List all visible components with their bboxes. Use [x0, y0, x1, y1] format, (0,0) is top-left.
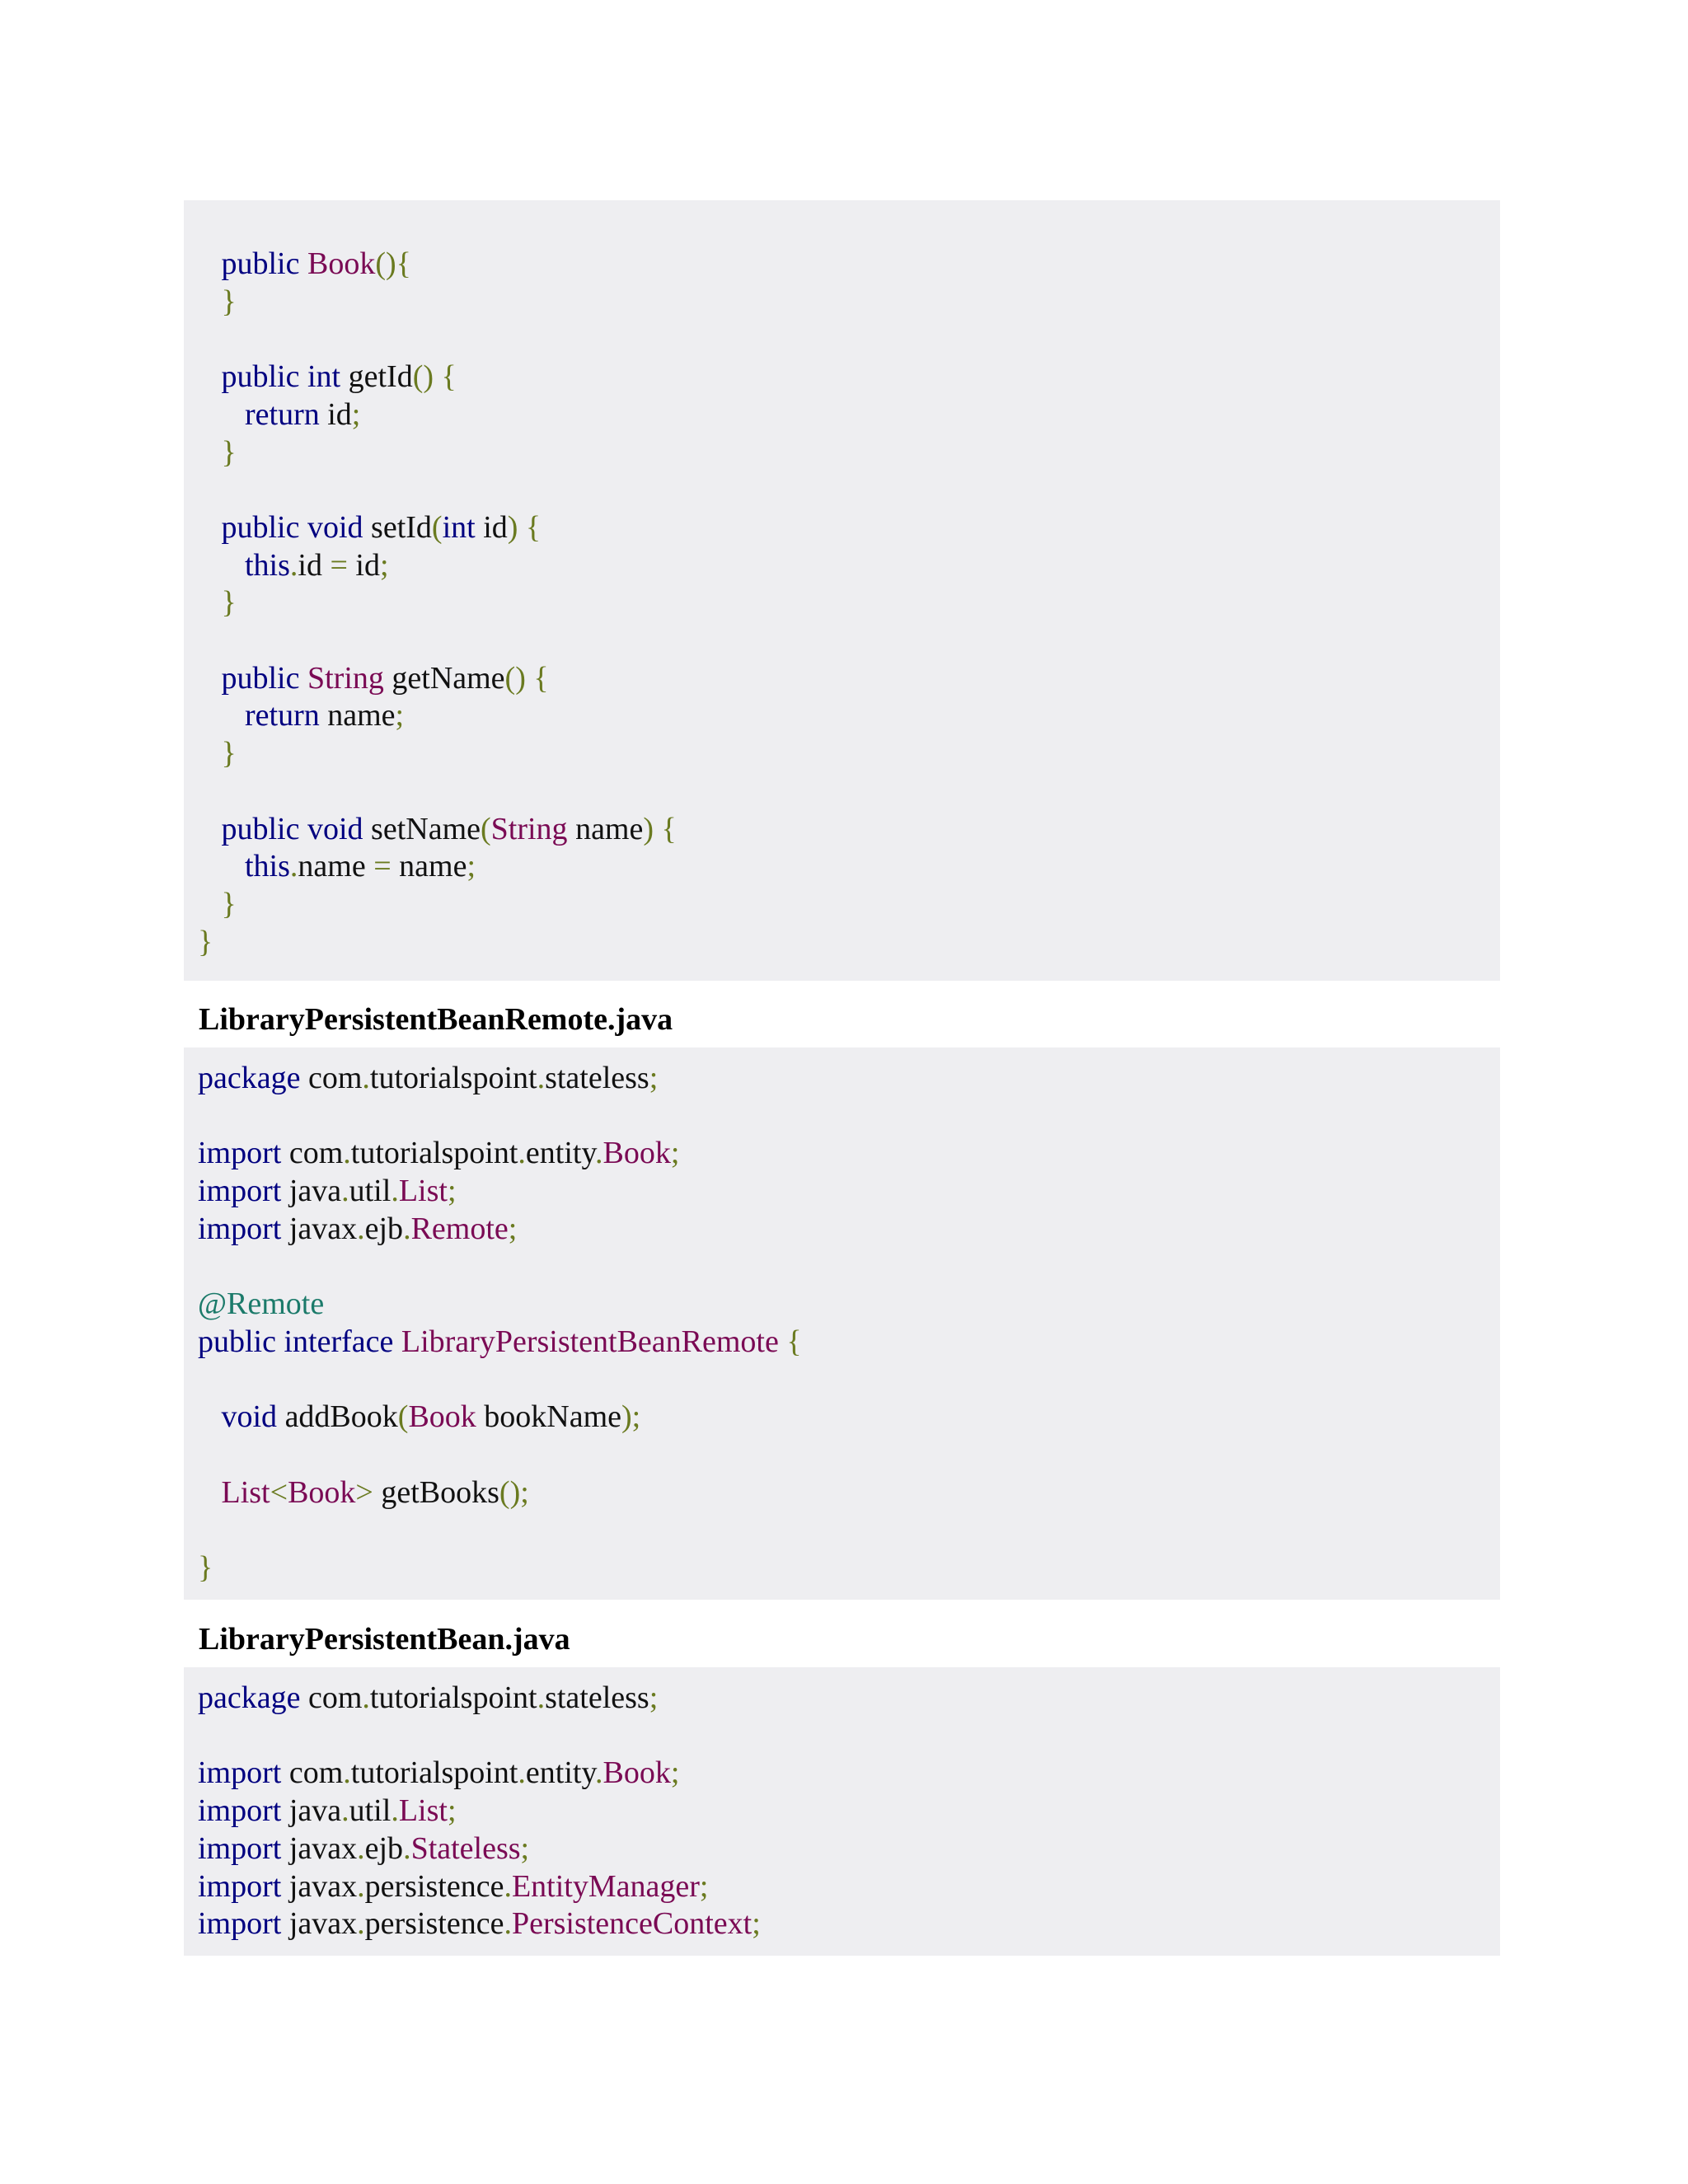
code-token: {	[778, 1324, 802, 1359]
code-token: Stateless	[410, 1830, 521, 1866]
code-token: .	[403, 1211, 411, 1246]
code-token: public	[221, 509, 300, 545]
code-token: javax	[281, 1830, 358, 1866]
code-token: entity	[525, 1136, 595, 1171]
code-line	[198, 1905, 761, 1943]
code-token: import	[198, 1793, 282, 1829]
code-token: com	[281, 1136, 344, 1171]
code-token: ();	[499, 1474, 529, 1510]
code-token: ;	[752, 1906, 761, 1942]
code-line	[198, 1398, 640, 1436]
code-token: this	[245, 547, 290, 583]
code-line	[198, 1172, 457, 1210]
code-token: ;	[447, 1174, 457, 1209]
code-token: @Remote	[198, 1286, 325, 1322]
code-token: util	[349, 1174, 392, 1209]
code-token: ;	[351, 396, 361, 432]
code-token: tutorialspoint	[350, 1136, 518, 1171]
code-token	[299, 246, 307, 281]
code-token: .	[362, 1680, 370, 1715]
code-token: >	[355, 1474, 373, 1510]
code-line	[198, 1474, 529, 1511]
code-token: public	[198, 1324, 276, 1359]
code-token: void	[221, 1399, 278, 1435]
code-token: stateless	[545, 1061, 649, 1095]
code-token: EntityManager	[511, 1868, 700, 1904]
code-token: }	[221, 886, 237, 921]
code-token: public	[221, 246, 300, 281]
code-token: Book	[307, 246, 376, 281]
code-token: .	[537, 1061, 546, 1095]
code-line	[198, 509, 541, 546]
code-token: }	[221, 585, 237, 621]
code-token: name	[319, 698, 396, 733]
code-token: import	[198, 1755, 282, 1791]
code-token: tutorialspoint	[369, 1680, 537, 1715]
code-token: Book	[603, 1136, 671, 1171]
code-token: (){	[375, 246, 411, 281]
code-token: getId	[340, 359, 413, 395]
code-line	[198, 885, 237, 923]
code-token: ;	[649, 1061, 659, 1095]
code-token: bookName	[476, 1399, 622, 1435]
code-token: List	[221, 1474, 270, 1510]
code-token: persistence	[364, 1906, 504, 1942]
code-line	[198, 245, 411, 283]
code-line	[198, 283, 237, 321]
code-token: PersistenceContext	[511, 1906, 753, 1942]
file-title-library-persistent-bean-remote: LibraryPersistentBeanRemote.java	[199, 1002, 673, 1037]
code-token: package	[198, 1680, 301, 1715]
code-line	[198, 734, 237, 772]
code-line	[198, 923, 213, 961]
code-token: .	[341, 1793, 349, 1829]
code-token: .	[357, 1868, 365, 1904]
code-token	[299, 661, 307, 696]
code-token: import	[198, 1906, 282, 1942]
code-token: =	[330, 547, 348, 583]
code-token: () {	[412, 359, 457, 395]
code-token	[393, 1324, 401, 1359]
code-token: id	[298, 547, 331, 583]
code-token: ;	[670, 1136, 680, 1171]
code-token: return	[245, 396, 320, 432]
code-token: interface	[284, 1324, 394, 1359]
code-token: stateless	[545, 1680, 649, 1715]
code-token: }	[198, 924, 213, 959]
code-token: (	[397, 1399, 409, 1435]
code-token: ) {	[507, 509, 542, 545]
code-token: .	[357, 1830, 365, 1866]
code-token: .	[518, 1136, 526, 1171]
code-token: .	[289, 547, 298, 583]
code-token: LibraryPersistentBeanRemote	[401, 1324, 779, 1359]
code-token: .	[362, 1061, 370, 1095]
code-line	[198, 396, 360, 434]
code-token	[299, 812, 307, 846]
code-token: java	[281, 1793, 342, 1829]
code-token: .	[504, 1868, 512, 1904]
code-token: package	[198, 1061, 301, 1095]
code-token: tutorialspoint	[369, 1061, 537, 1095]
code-line	[198, 546, 389, 584]
code-token: tutorialspoint	[350, 1755, 518, 1791]
code-token	[299, 359, 307, 394]
code-token: public	[221, 660, 300, 696]
code-token: javax	[281, 1906, 358, 1942]
code-token: name	[391, 849, 467, 884]
code-token: .	[343, 1755, 351, 1791]
code-line	[198, 1210, 517, 1248]
code-token: }	[221, 434, 237, 470]
code-token: setName	[363, 811, 481, 846]
code-block-library-persistent-bean-remote	[184, 1047, 1500, 1600]
code-line	[198, 434, 237, 471]
code-token: .	[343, 1136, 351, 1171]
code-block-library-persistent-bean	[184, 1667, 1500, 1956]
code-line	[198, 1323, 802, 1361]
code-token: =	[373, 849, 392, 884]
code-token: () {	[504, 660, 549, 696]
code-token: java	[281, 1174, 342, 1209]
code-token: }	[198, 1550, 213, 1586]
code-token: .	[504, 1906, 512, 1942]
code-token: Book	[603, 1755, 671, 1791]
code-line	[198, 1754, 679, 1792]
code-token: }	[221, 284, 237, 319]
code-line	[198, 1285, 324, 1323]
file-title-library-persistent-bean: LibraryPersistentBean.java	[199, 1622, 570, 1657]
code-token: ;	[395, 698, 405, 733]
code-token: .	[595, 1136, 603, 1171]
code-line	[198, 847, 476, 885]
code-token: void	[307, 811, 363, 846]
code-token: .	[595, 1755, 603, 1791]
code-token: List	[398, 1793, 448, 1829]
code-token: .	[357, 1211, 365, 1246]
code-line	[198, 810, 677, 848]
code-token: ) {	[643, 811, 677, 846]
code-line	[198, 1679, 658, 1717]
code-token: javax	[281, 1211, 358, 1246]
code-line	[198, 583, 237, 621]
code-token: import	[198, 1830, 282, 1866]
code-line	[198, 1134, 679, 1172]
code-line	[198, 1868, 708, 1905]
code-token: name	[567, 811, 644, 846]
code-token: <	[270, 1474, 288, 1510]
code-token: ;	[379, 547, 389, 583]
code-token	[299, 510, 307, 545]
code-line	[198, 358, 457, 396]
code-token: }	[221, 736, 237, 771]
code-line	[198, 1059, 658, 1097]
code-token: import	[198, 1174, 282, 1209]
code-token: import	[198, 1211, 282, 1246]
code-token: import	[198, 1868, 282, 1904]
code-token: ;	[649, 1680, 659, 1715]
code-token: ;	[508, 1211, 518, 1246]
code-line	[198, 659, 549, 697]
code-token: return	[245, 698, 320, 733]
code-token: util	[349, 1793, 392, 1829]
code-token: name	[298, 849, 374, 884]
code-token: getName	[383, 660, 505, 696]
code-token: ;	[520, 1830, 530, 1866]
code-token: javax	[281, 1868, 358, 1904]
code-block-book	[184, 200, 1500, 981]
code-token: .	[518, 1755, 526, 1791]
code-token: List	[398, 1174, 448, 1209]
code-token: setId	[363, 509, 432, 545]
code-line	[198, 1830, 529, 1868]
code-token: .	[391, 1174, 399, 1209]
code-token: Book	[408, 1399, 476, 1435]
code-token: public	[221, 359, 300, 395]
code-token: id	[475, 509, 508, 545]
code-token: );	[621, 1399, 641, 1435]
code-token: persistence	[364, 1868, 504, 1904]
code-token: String	[307, 660, 384, 696]
code-token: (	[431, 509, 443, 545]
code-token: (	[481, 811, 491, 846]
code-token: ;	[467, 849, 476, 884]
code-line	[198, 1549, 213, 1586]
code-token: com	[300, 1061, 363, 1095]
code-token: .	[537, 1680, 546, 1715]
code-token: ;	[670, 1755, 680, 1791]
code-line	[198, 696, 404, 734]
code-token: ;	[447, 1793, 457, 1829]
code-token: int	[307, 359, 341, 395]
code-token: public	[221, 811, 300, 846]
code-token: String	[490, 811, 568, 846]
code-token: void	[307, 509, 363, 545]
code-token: .	[403, 1830, 411, 1866]
code-token: id	[319, 396, 352, 432]
code-token: Book	[288, 1474, 356, 1510]
code-token: getBooks	[373, 1474, 499, 1510]
code-token: this	[245, 849, 290, 884]
code-token: import	[198, 1136, 282, 1171]
code-token: .	[289, 849, 298, 884]
code-token: Remote	[410, 1211, 509, 1246]
code-token: addBook	[277, 1399, 398, 1435]
code-token: .	[357, 1906, 365, 1942]
code-token: com	[300, 1680, 363, 1715]
code-token: com	[281, 1755, 344, 1791]
code-token: ejb	[364, 1211, 404, 1246]
code-token: entity	[525, 1755, 595, 1791]
code-token: .	[341, 1174, 349, 1209]
code-token: id	[347, 547, 380, 583]
code-token: int	[442, 509, 476, 545]
code-token: ejb	[364, 1830, 404, 1866]
code-token: .	[391, 1793, 399, 1829]
code-token: ;	[699, 1868, 709, 1904]
code-line	[198, 1792, 457, 1830]
